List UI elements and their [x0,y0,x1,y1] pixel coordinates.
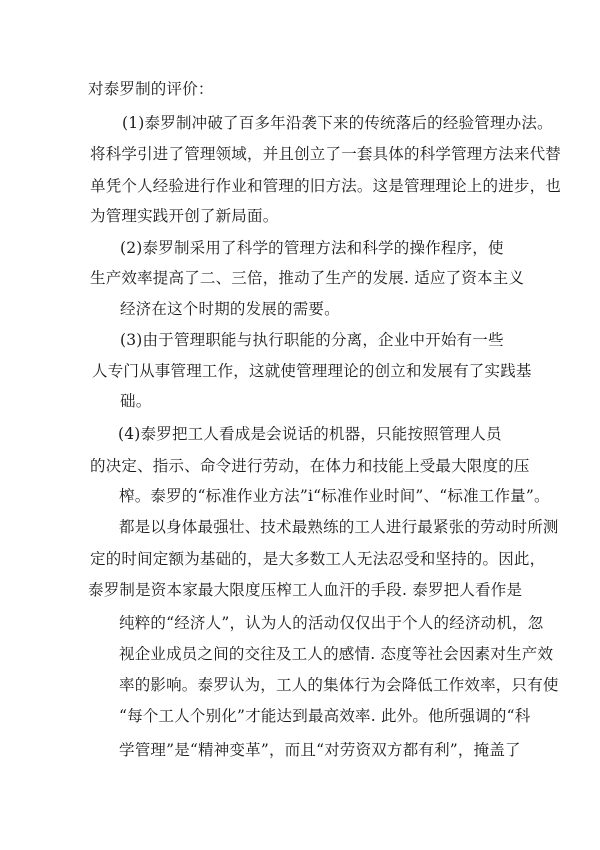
paragraph-line: (2)泰罗制采用了科学的管理方法和科学的操作程序，使 [120,239,504,257]
paragraph-line: 泰罗制是资本家最大限度压榨工人血汗的手段. 泰罗把人看作是 [88,581,523,599]
paragraph-line: “每个工人个别化”才能达到最高效率. 此外。他所强调的“科 [119,707,531,725]
paragraph-line: 将科学引进了管理领域，并且创立了一套具体的科学管理方法来代替 [90,145,562,163]
paragraph-line: 率的影响。泰罗认为，工人的集体行为会降低工作效率，只有使 [119,676,559,694]
paragraph-line: 经济在这个时期的发展的需要。 [120,300,340,318]
paragraph-line: 学管理”是“精神变革”，而且“对劳资双方都有利”，掩盖了 [119,741,521,759]
paragraph-line: 人专门从事管理工作，这就使管理理论的创立和发展有了实践基 [92,362,532,380]
paragraph-line: 定的时间定额为基础的，是大多数工人无法忍受和坚持的。因此， [90,550,546,568]
paragraph-line: (4)泰罗把工人看成是会说话的机器，只能按照管理人员 [118,425,502,443]
paragraph-line: 础。 [120,392,152,410]
paragraph-line: 生产效率提高了二、三倍，推动了生产的发展. 适应了资本主义 [90,269,525,287]
paragraph-line: (3)由于管理职能与执行职能的分离，企业中开始有一些 [120,331,504,349]
paragraph-line: 的决定、指示、命令进行劳动，在体力和技能上受最大限度的压 [90,457,530,475]
paragraph-line: 单凭个人经验进行作业和管理的旧方法。这是管理理论上的进步，也 [90,177,562,195]
paragraph-line: 都是以身体最强壮、技术最熟练的工人进行最紧张的劳动时所测 [119,518,559,536]
paragraph-line: 为管理实践开创了新局面。 [90,207,279,225]
paragraph-line: 榨。泰罗的“标准作业方法”i“标准作业时间”、“标准工作量”。 [119,487,550,505]
paragraph-line: (1)泰罗制冲破了百多年沿袭下来的传统落后的经验管理办法。 [122,114,553,132]
paragraph-line: 纯粹的“经济人”，认为人的活动仅仅出于个人的经济动机，忽 [119,614,544,632]
document-heading: 对泰罗制的评价： [88,80,214,98]
paragraph-line: 视企业成员之间的交往及工人的感情. 态度等社会因素对生产效 [119,645,554,663]
